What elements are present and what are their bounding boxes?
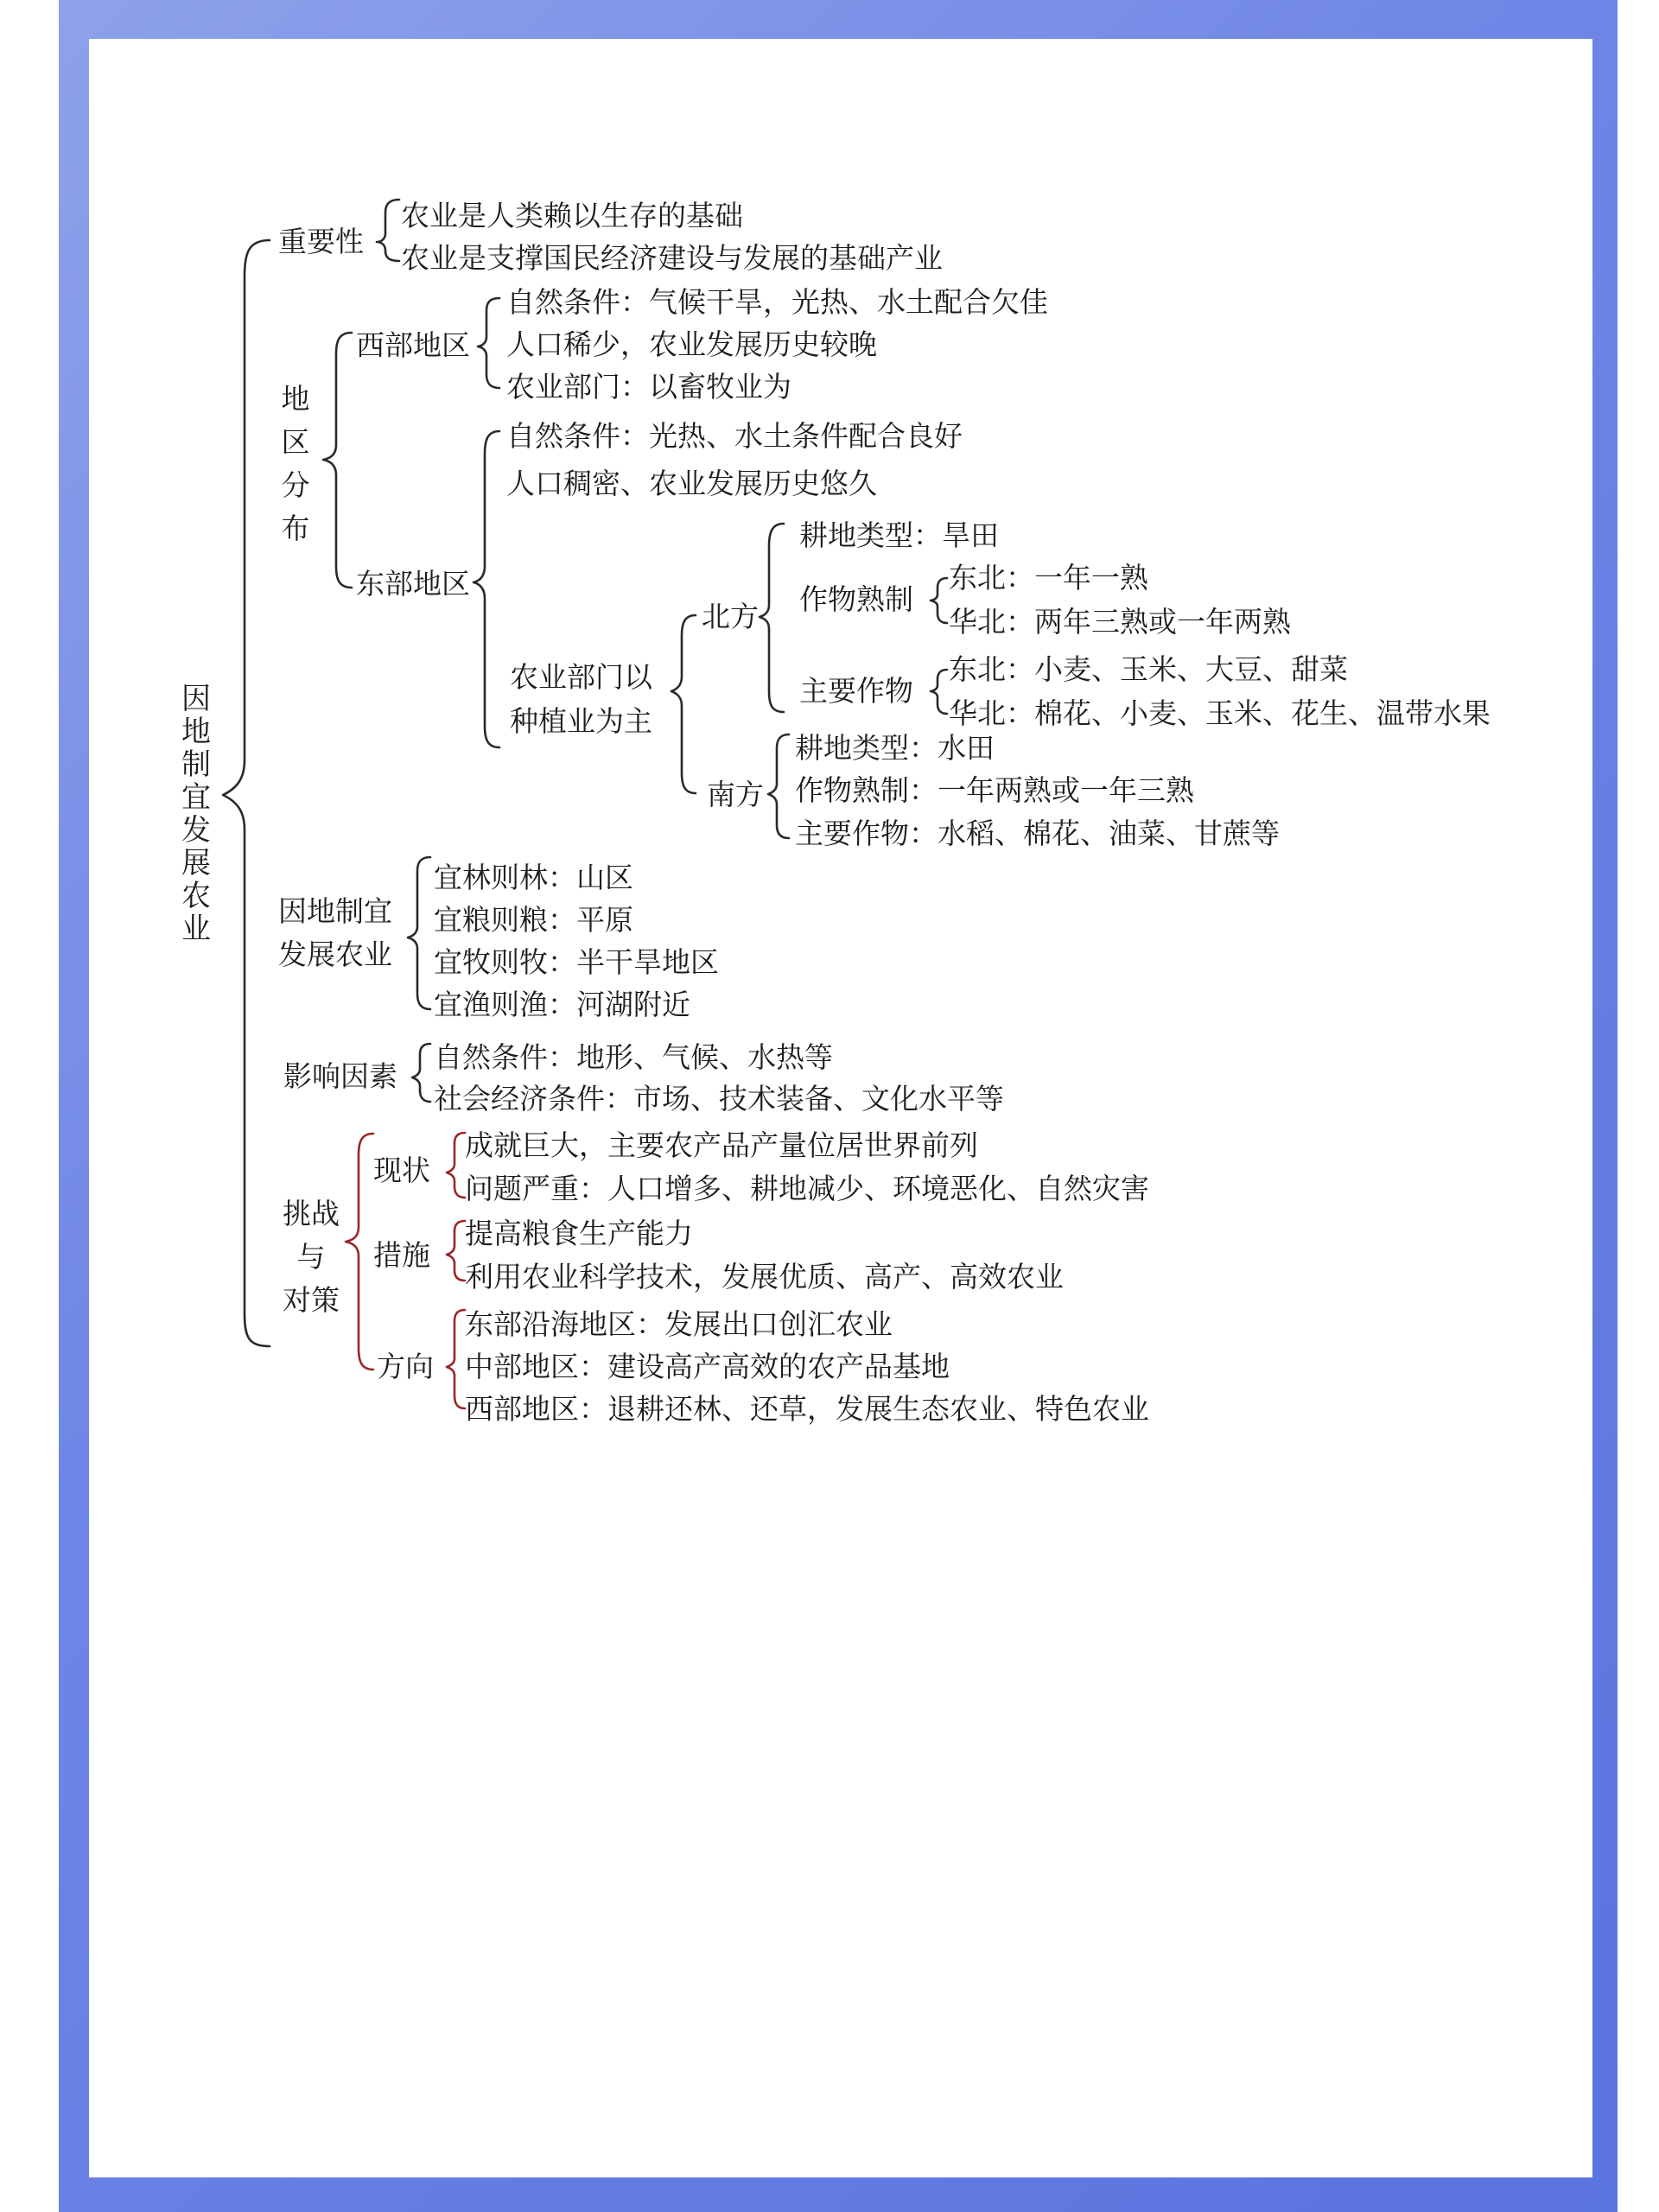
region-label-char: 布 (281, 512, 310, 545)
north-main-crops-label: 主要作物 (799, 674, 913, 708)
direction-item: 西部地区：退耕还林、还草，发展生态农业、特色农业 (465, 1392, 1149, 1426)
east-item: 自然条件：光热、水土条件配合良好 (506, 419, 963, 453)
region-label (278, 378, 313, 550)
factors-label: 影响因素 (283, 1059, 397, 1093)
south-item: 作物熟制：一年两熟或一年三熟 (795, 773, 1194, 807)
west-item: 人口稀少，农业发展历史较晚 (506, 327, 877, 361)
measures-item: 利用农业科学技术，发展优质、高产、高效农业 (465, 1260, 1064, 1294)
challenge-label (278, 1192, 344, 1322)
importance-label: 重要性 (278, 225, 364, 258)
west-region-label: 西部地区 (356, 328, 470, 362)
measures-item: 提高粮食生产能力 (465, 1217, 693, 1250)
importance-item: 农业是人类赖以生存的基础 (401, 199, 743, 232)
measures-label: 措施 (373, 1238, 430, 1272)
adapt-item: 宜渔则渔：河湖附近 (434, 988, 690, 1021)
north-main-crops-item: 华北：棉花、小麦、玉米、花生、温带水果 (949, 696, 1491, 730)
status-item: 成就巨大，主要农产品产量位居世界前列 (465, 1128, 978, 1162)
east-dept-label: 农业部门以 (510, 660, 652, 694)
status-label: 现状 (373, 1154, 430, 1187)
challenge-label-line: 挑战 (283, 1197, 340, 1230)
east-item: 人口稠密、农业发展历史悠久 (506, 467, 877, 500)
direction-label: 方向 (377, 1350, 434, 1383)
south-item: 耕地类型：水田 (795, 731, 995, 765)
north-crop-system-item: 东北：一年一熟 (949, 561, 1148, 594)
direction-item: 中部地区：建设高产高效的农产品基地 (465, 1350, 950, 1383)
factors-item: 自然条件：地形、气候、水热等 (434, 1040, 833, 1074)
west-item: 农业部门：以畜牧业为 (506, 370, 791, 404)
adapt-item: 宜林则林：山区 (434, 861, 633, 894)
west-item: 自然条件：气候干旱，光热、水土配合欠佳 (506, 285, 1048, 319)
right-margin (1618, 0, 1659, 2212)
direction-item: 东部沿海地区：发展出口创汇农业 (465, 1307, 893, 1341)
left-margin (0, 0, 59, 2212)
region-label-char: 分 (281, 468, 310, 502)
north-crop-system-item: 华北：两年三熟或一年两熟 (949, 605, 1291, 639)
adapt-item: 宜粮则粮：平原 (434, 903, 633, 937)
east-dept-label: 种植业为主 (510, 704, 652, 738)
adapt-label: 发展农业 (278, 938, 392, 971)
root-title: 因地制宜发展农业 (181, 682, 211, 946)
importance-item: 农业是支撑国民经济建设与发展的基础产业 (401, 241, 943, 275)
region-label-char: 地 (281, 382, 310, 416)
north-label: 北方 (702, 600, 759, 633)
adapt-label: 因地制宜 (278, 894, 392, 928)
region-label-char: 区 (281, 425, 310, 459)
adapt-item: 宜牧则牧：半干旱地区 (434, 945, 719, 979)
south-item: 主要作物：水稻、棉花、油菜、甘蔗等 (795, 817, 1280, 850)
north-land-type: 耕地类型：旱田 (799, 518, 999, 552)
south-label: 南方 (707, 778, 764, 811)
status-item: 问题严重：人口增多、耕地减少、环境恶化、自然灾害 (465, 1172, 1149, 1205)
challenge-label-line: 与 (296, 1240, 326, 1274)
east-region-label: 东部地区 (356, 567, 470, 601)
challenge-label-line: 对策 (283, 1283, 340, 1317)
north-crop-system-label: 作物熟制 (799, 582, 913, 616)
factors-item: 社会经济条件：市场、技术装备、文化水平等 (434, 1082, 1004, 1116)
north-main-crops-item: 东北：小麦、玉米、大豆、甜菜 (949, 652, 1348, 686)
